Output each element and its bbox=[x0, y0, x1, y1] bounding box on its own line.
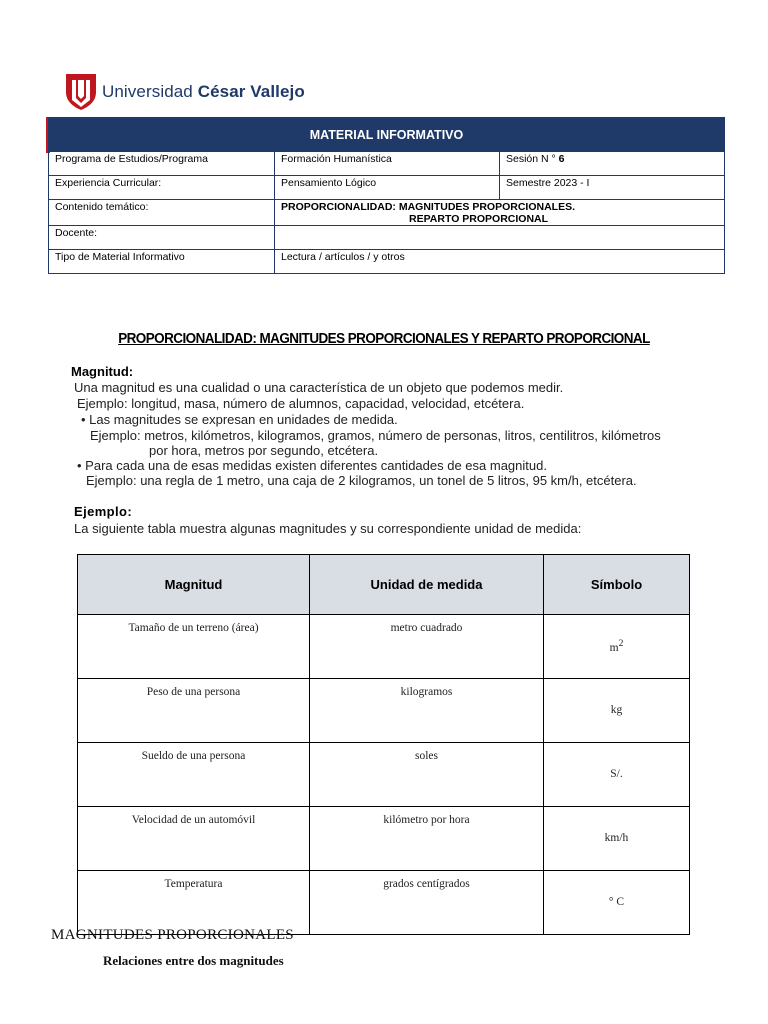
unidad-cell: soles bbox=[310, 743, 544, 807]
simbolo-exponent: 2 bbox=[618, 638, 624, 650]
paragraph-line: Ejemplo: una regla de 1 metro, una caja de 2 kilogramos, un tonel de 5 litros, 95 km/h, etcétera. bbox=[86, 473, 637, 488]
info-cell: Contenido temático: bbox=[49, 200, 275, 226]
table-row bbox=[49, 200, 725, 226]
paragraph-line: por hora, metros por segundo, etcétera. bbox=[149, 443, 379, 458]
simbolo-cell: kg bbox=[544, 679, 690, 743]
info-cell bbox=[275, 226, 725, 250]
paragraph-line: Una magnitud es una cualidad o una característica de un objeto que podemos medir. bbox=[74, 380, 564, 395]
table-row bbox=[49, 250, 725, 274]
info-table-title: MATERIAL INFORMATIVO bbox=[49, 118, 725, 152]
table-row bbox=[49, 152, 725, 176]
session-number-digit: 6 bbox=[558, 153, 565, 165]
ejemplo-text: La siguiente tabla muestra algunas magnitudes y su correspondiente unidad de medida: bbox=[74, 521, 582, 536]
info-cell bbox=[500, 152, 725, 176]
info-cell: Semestre 2023 - I bbox=[500, 176, 725, 200]
table-row bbox=[49, 176, 725, 200]
simbolo-cell: km/h bbox=[544, 807, 690, 871]
column-header: Magnitud bbox=[78, 555, 310, 615]
info-cell: Experiencia Curricular: bbox=[49, 176, 275, 200]
ejemplo-heading: Ejemplo: bbox=[74, 504, 133, 519]
magnitud-cell: Sueldo de una persona bbox=[78, 743, 310, 807]
bullet-line: • Las magnitudes se expresan en unidades de medida. bbox=[81, 412, 398, 427]
magnitud-cell: Velocidad de un automóvil bbox=[78, 807, 310, 871]
session-info-table bbox=[48, 117, 725, 274]
unidad-cell: kilogramos bbox=[310, 679, 544, 743]
info-cell: Docente: bbox=[49, 226, 275, 250]
simbolo-text: m bbox=[609, 641, 619, 654]
info-cell: Lectura / artículos / y otros bbox=[275, 250, 725, 274]
column-header: Unidad de medida bbox=[310, 555, 544, 615]
table-row bbox=[49, 226, 725, 250]
section-title: MAGNITUDES PROPORCIONALES bbox=[51, 927, 294, 943]
table-row bbox=[78, 807, 690, 871]
simbolo-cell: S/. bbox=[544, 743, 690, 807]
magnitud-cell: Tamaño de un terreno (área) bbox=[78, 615, 310, 679]
university-name: Universidad César Vallejo bbox=[102, 82, 305, 101]
university-logo bbox=[66, 74, 305, 110]
section-subtitle: Relaciones entre dos magnitudes bbox=[103, 953, 284, 968]
info-cell: Formación Humanística bbox=[275, 152, 500, 176]
content-topic-line: PROPORCIONALIDAD: MAGNITUDES PROPORCIONALES. bbox=[281, 201, 576, 213]
table-row bbox=[78, 679, 690, 743]
magnitud-cell: Peso de una persona bbox=[78, 679, 310, 743]
magnitudes-table bbox=[77, 554, 690, 935]
ucv-shield-icon bbox=[66, 74, 96, 110]
simbolo-cell: ° C bbox=[544, 871, 690, 935]
info-cell: Tipo de Material Informativo bbox=[49, 250, 275, 274]
page-title: PROPORCIONALIDAD: MAGNITUDES PROPORCIONALES Y REPARTO PROPORCIONAL bbox=[118, 331, 650, 347]
simbolo-cell bbox=[544, 615, 690, 679]
table-row bbox=[78, 743, 690, 807]
unidad-cell: metro cuadrado bbox=[310, 615, 544, 679]
info-cell: Programa de Estudios/Programa bbox=[49, 152, 275, 176]
unidad-cell: kilómetro por hora bbox=[310, 807, 544, 871]
column-header: Símbolo bbox=[544, 555, 690, 615]
paragraph-line: Ejemplo: metros, kilómetros, kilogramos, gramos, número de personas, litros, centilitros, kilómetros bbox=[90, 428, 661, 443]
magnitud-cell: Temperatura bbox=[78, 871, 310, 935]
table-header-row bbox=[78, 555, 690, 615]
unidad-cell: grados centígrados bbox=[310, 871, 544, 935]
info-cell: Pensamiento Lógico bbox=[275, 176, 500, 200]
bullet-line: • Para cada una de esas medidas existen diferentes cantidades de esa magnitud. bbox=[77, 458, 547, 473]
magnitud-heading: Magnitud: bbox=[71, 364, 134, 379]
table-row bbox=[78, 871, 690, 935]
paragraph-line: Ejemplo: longitud, masa, número de alumnos, capacidad, velocidad, etcétera. bbox=[77, 396, 525, 411]
content-topic-line: REPARTO PROPORCIONAL bbox=[409, 213, 549, 225]
content-topic bbox=[275, 200, 725, 226]
session-number: Sesión N ° 6 bbox=[506, 153, 565, 165]
table-row bbox=[78, 615, 690, 679]
